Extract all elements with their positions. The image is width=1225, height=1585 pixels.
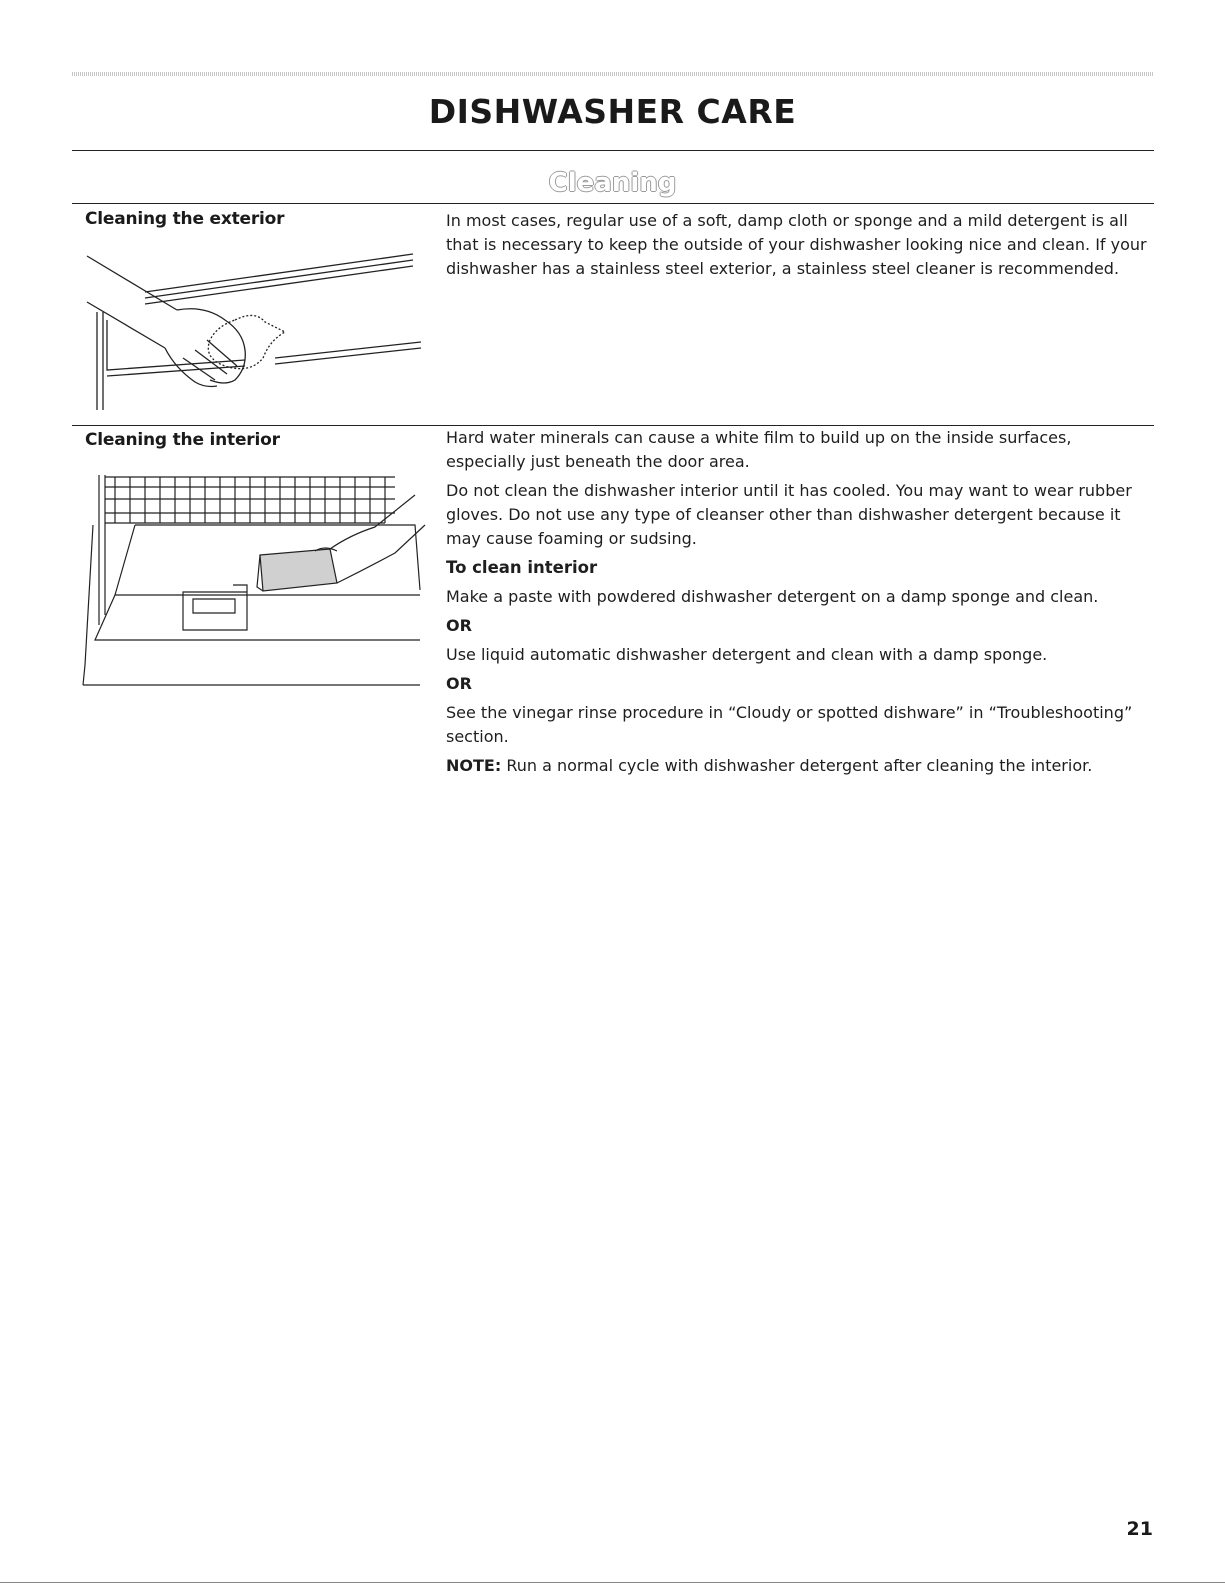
note-text: Run a normal cycle with dishwasher detergent after cleaning the interior. [501, 756, 1093, 775]
section-rule [72, 203, 1154, 204]
interior-step-2: Use liquid automatic dishwasher detergent and clean with a damp sponge. [446, 645, 1048, 664]
page-title: DISHWASHER CARE [428, 92, 797, 131]
interior-cleaning-illustration [75, 465, 430, 695]
interior-body [446, 426, 1151, 783]
note-label: NOTE: [446, 756, 502, 775]
interior-paragraph-1: Hard water minerals can cause a white film to build up on the inside surfaces, especially just beneath the door area. [446, 428, 1072, 471]
bottom-rule [0, 1582, 1225, 1583]
to-clean-interior-heading: To clean interior [446, 558, 598, 577]
page-number: 21 [1126, 1518, 1153, 1540]
exterior-paragraph: In most cases, regular use of a soft, damp cloth or sponge and a mild detergent is all that is necessary to keep the outside of your dishwasher looking nice and clean. If your dishwasher has a stainless steel exterior, a stainless steel cleaner is recommended. [446, 211, 1147, 278]
interior-paragraph-2: Do not clean the dishwasher interior until it has cooled. You may want to wear rubber gloves. Do not use any type of cleanser other than dishwasher detergent because it may cause foaming or sudsing. [446, 481, 1132, 548]
interior-heading: Cleaning the interior [85, 430, 280, 450]
exterior-heading: Cleaning the exterior [85, 209, 285, 229]
interior-step-3: See the vinegar rinse procedure in “Cloudy or spotted dishware” in “Troubleshooting” section. [446, 703, 1133, 746]
interior-note [446, 754, 1151, 778]
title-rule [72, 150, 1154, 151]
interior-step-1: Make a paste with powdered dishwasher detergent on a damp sponge and clean. [446, 587, 1099, 606]
exterior-cleaning-illustration [85, 240, 430, 415]
section-title: Cleaning [548, 168, 677, 198]
top-dotted-rule [72, 72, 1154, 76]
or-label-2: OR [446, 674, 472, 693]
exterior-body [446, 209, 1151, 286]
or-label-1: OR [446, 616, 472, 635]
